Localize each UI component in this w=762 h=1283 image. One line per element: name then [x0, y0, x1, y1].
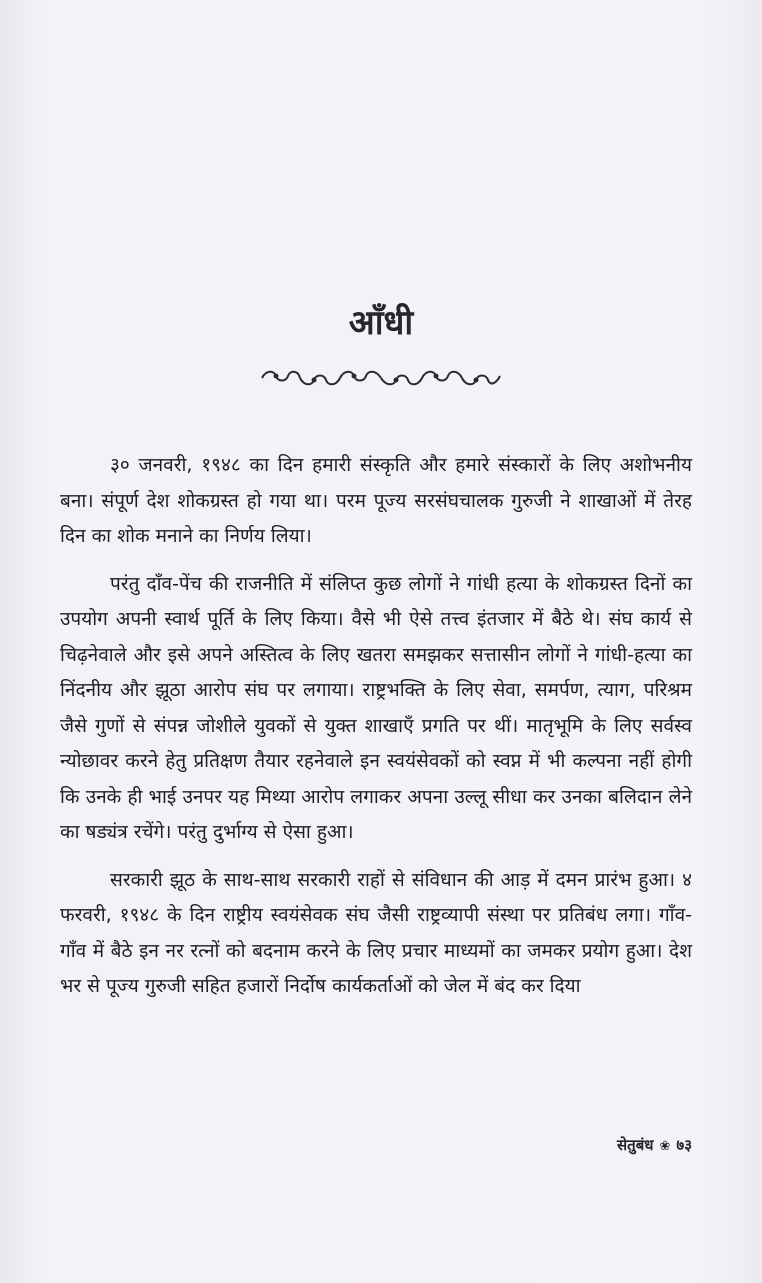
paragraph-2: परंतु दाँव-पेंच की राजनीति में संलिप्त कुछ लोगों ने गांधी हत्या के शोकग्रस्त दिनों का उपयोग अपनी स्वार्थ पूर्ति के लिए किया। वैसे भी ऐसे तत्त्व इंतजार में बैठे थे। संघ कार्य से चिढ़नेवाले और इसे अपने अस्तित्व के लिए खतरा समझकर सत्तासीन लोगों ने गांधी-हत्या का निंदनीय और झूठा आरोप संघ पर लगाया। राष्ट्रभक्ति के लिए सेवा, समर्पण, त्याग, परिश्रम जैसे गुणों से संपन्न जोशीले युवकों से युक्त शाखाएँ प्रगति पर थीं। मातृभूमि के लिए सर्वस्व न्योछावर करने हेतु प्रतिक्षण तैयार रहनेवाले इन स्वयंसेवकों को स्वप्न में भी कल्पना नहीं होगी कि उनके ही भाई उनपर यह मिथ्या आरोप लगाकर अपना उल्लू सीधा कर उनका बलिदान लेने का षड्यंत्र रचेंगे। परंतु दुर्भाग्य से ऐसा हुआ।	[60, 572, 692, 843]
chapter-body	[60, 448, 692, 1017]
page-footer	[617, 1135, 692, 1155]
book-name: सेतुबंध	[617, 1136, 654, 1154]
flower-icon: ❀	[659, 1139, 671, 1154]
decorative-divider	[258, 366, 504, 390]
paragraph-3: सरकारी झूठ के साथ-साथ सरकारी राहों से संविधान की आड़ में दमन प्रारंभ हुआ। ४ फरवरी, १९४८ के दिन राष्ट्रीय स्वयंसेवक संघ जैसी राष्ट्रव्यापी संस्था पर प्रतिबंध लगा। गाँव-गाँव में बैठे इन नर रत्नों को बदनाम करने के लिए प्रचार माध्यमों का जमकर प्रयोग हुआ। देश भर से पूज्य गुरुजी सहित हजारों निर्दोष कार्यकर्ताओं को जेल में बंद कर दिया	[60, 868, 692, 997]
page-number: ७३	[676, 1136, 692, 1154]
chapter-title: आँधी	[348, 303, 414, 343]
paragraph-1: ३० जनवरी, १९४८ का दिन हमारी संस्कृति और हमारे संस्कारों के लिए अशोभनीय बना। संपूर्ण देश शोकग्रस्त हो गया था। परम पूज्य सरसंघचालक गुरुजी ने शाखाओं में तेरह दिन का शोक मनाने का निर्णय लिया।	[60, 454, 692, 547]
